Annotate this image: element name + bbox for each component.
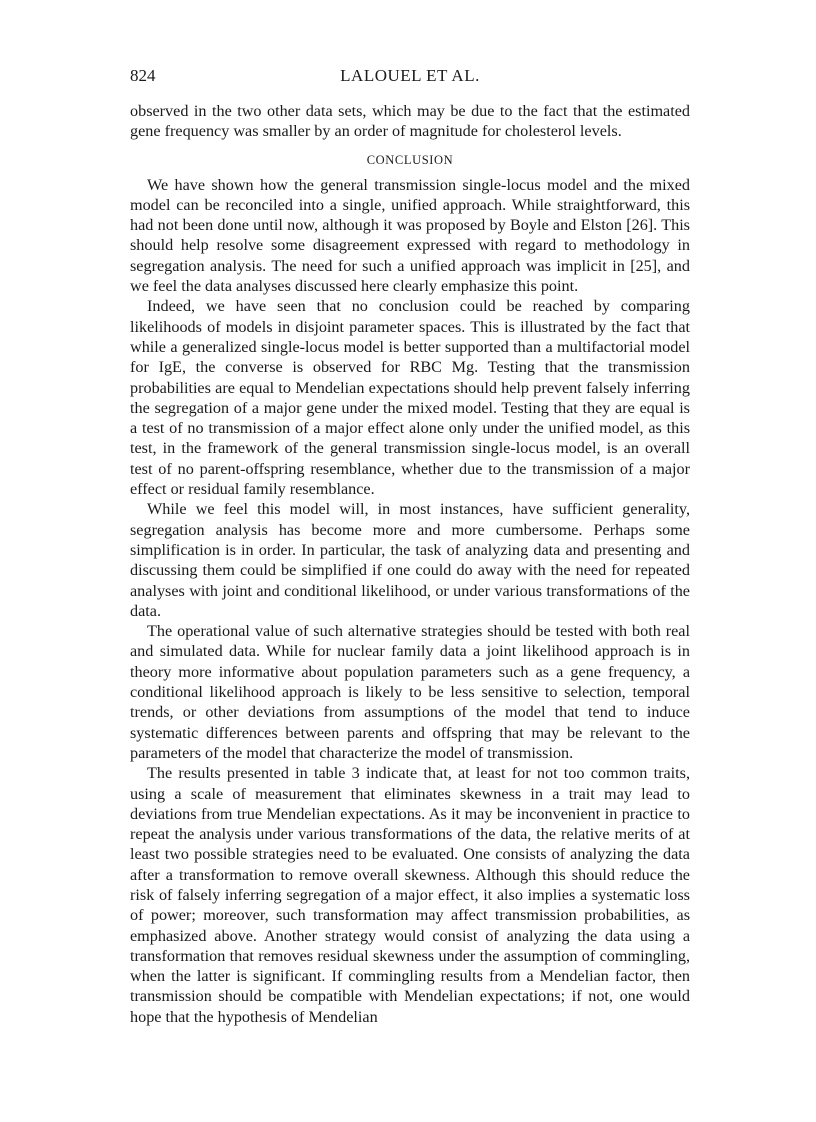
paragraph: We have shown how the general transmission single-locus model and the mixed model can be reconciled into a single, unified approach. While straightforward, this had not been done until now, although it was proposed by Boyle and Elston [26]. This should help resolve some disagreement expressed with regard to methodology in segregation analysis. The need for such a unified approach was implicit in [25], and we feel the data analyses discussed here clearly emphasize this point.: [130, 175, 690, 296]
continued-paragraph: observed in the two other data sets, which may be due to the fact that the estimated gene frequency was smaller by an order of magnitude for cholesterol levels.: [130, 102, 690, 141]
document-page: [130, 66, 690, 1027]
page-number: 824: [130, 66, 156, 85]
paragraph: The results presented in table 3 indicate that, at least for not too common traits, using a scale of measurement that eliminates skewness in a trait may lead to deviations from true Mendelian expectations. As it may be inconvenient in practice to repeat the analysis under various transformations of the data, the relative merits of at least two possible strategies need to be evaluated. One consists of analyzing the data after a transformation to remove overall skewness. Although this should reduce the risk of falsely inferring segregation of a major effect, it also implies a systematic loss of power; moreover, such transformation may affect transmission probabilities, as emphasized above. Another strategy would consist of analyzing the data using a transformation that removes residual skewness under the assumption of commingling, when the latter is significant. If commingling results from a Mendelian factor, then transmission should be compatible with Mendelian expectations; if not, one would hope that the hypothesis of Mendelian: [130, 764, 690, 1026]
running-header: [130, 66, 690, 92]
body-text: [130, 101, 690, 1027]
paragraph: Indeed, we have seen that no conclusion could be reached by comparing likelihoods of models in disjoint parameter spaces. This is illustrated by the fact that while a generalized single-locus model is better supported than a multifactorial model for IgE, the converse is observed for RBC Mg. Testing that the transmission probabilities are equal to Mendelian expectations should help prevent falsely inferring the segregation of a major gene under the mixed model. Testing that they are equal is a test of no transmission of a major effect alone only under the unified model, as this test, in the framework of the general transmission single-locus model, is an overall test of no parent-offspring resemblance, whether due to the transmission of a major effect or residual family resemblance.: [130, 297, 690, 499]
running-title: LALOUEL ET AL.: [340, 66, 480, 85]
paragraph: The operational value of such alternative strategies should be tested with both real and simulated data. While for nuclear family data a joint likelihood approach is in theory more informative about population parameters such as a gene frequency, a conditional likelihood approach is likely to be less sensitive to selection, temporal trends, or other deviations from assumptions of the model that tend to induce systematic differences between parents and offspring that may be relevant to the parameters of the model that characterize the model of transmission.: [130, 622, 690, 762]
section-heading: CONCLUSION: [366, 152, 454, 167]
paragraph: While we feel this model will, in most instances, have sufficient generality, segregation analysis has become more and more cumbersome. Perhaps some simplification is in order. In particular, the task of analyzing data and presenting and discussing them could be simplified if one could do away with the need for repeated analyses with joint and conditional likelihood, or under various transformations of the data.: [130, 500, 690, 620]
